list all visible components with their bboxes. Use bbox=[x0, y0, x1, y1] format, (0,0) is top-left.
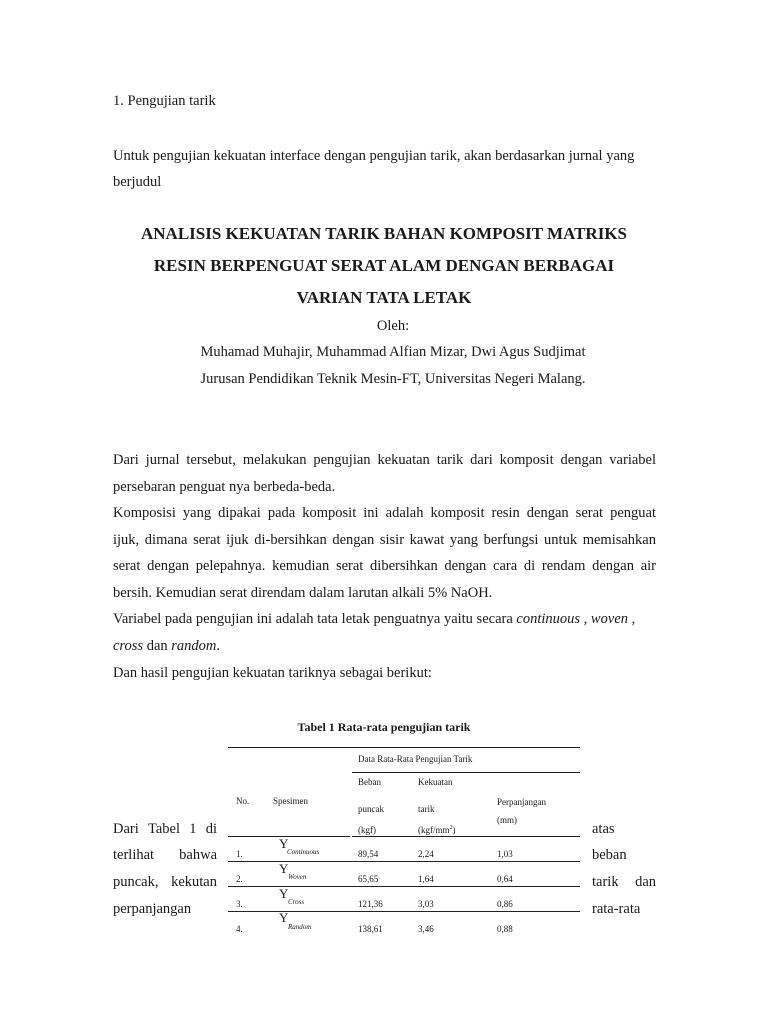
section-heading: 1. Pengujian tarik bbox=[113, 93, 216, 109]
col-header-spesimen: Spesimen bbox=[273, 796, 308, 806]
col-header-no: No. bbox=[236, 796, 250, 806]
table-row-4-y: Y bbox=[279, 910, 289, 925]
table-row-4-perpanjangan: 0,88 bbox=[497, 924, 513, 934]
wrap-left-line-3: puncak, kekutan bbox=[113, 874, 217, 890]
table-group-header: Data Rata-Rata Pengujian Tarik bbox=[358, 754, 473, 764]
wrap-right-line-4: rata-rata bbox=[592, 901, 641, 917]
table-row-3-beban: 121,36 bbox=[358, 899, 383, 909]
table-row-1-y: Y bbox=[279, 836, 289, 851]
table-row-4-spesimen: Random bbox=[288, 923, 312, 931]
table-caption: Tabel 1 Rata-rata pengujian tarik bbox=[297, 720, 471, 734]
term-continuous: continuous , bbox=[516, 611, 588, 627]
table-row-4-no: 4. bbox=[236, 924, 243, 934]
table-row-4-kekuatan: 3,46 bbox=[418, 924, 434, 934]
col-header-perpanjangan-2: (mm) bbox=[497, 815, 517, 825]
journal-authors: Muhamad Muhajir, Muhammad Alfian Mizar, Dwi Agus Sudjimat bbox=[200, 344, 586, 360]
paragraph-3-line-2 bbox=[113, 638, 220, 655]
table-row-2-kekuatan: 1,64 bbox=[418, 874, 434, 884]
term-woven: woven bbox=[590, 611, 628, 627]
table-row-2-perpanjangan: 0,64 bbox=[497, 874, 513, 884]
wrap-right-line-1: atas bbox=[592, 821, 615, 837]
paragraph-2-line-4: bersih. Kemudian serat direndam dalam larutan alkali 5% NaOH. bbox=[113, 585, 493, 601]
table-row-2-spesimen: Woven bbox=[288, 873, 307, 881]
table-row-2-no: 2. bbox=[236, 874, 243, 884]
table-row-1-beban: 89,54 bbox=[358, 849, 379, 859]
wrap-right-line-3: tarik dan bbox=[592, 874, 656, 890]
journal-affiliation: Jurusan Pendidikan Teknik Mesin-FT, Universitas Negeri Malang. bbox=[200, 371, 586, 387]
table-row-3-perpanjangan: 0,86 bbox=[497, 899, 513, 909]
paragraph-3-line-1 bbox=[113, 611, 635, 628]
wrap-left-line-4: perpanjangan bbox=[113, 901, 192, 917]
paragraph-4: Dan hasil pengujian kekuatan tariknya sebagai berikut: bbox=[113, 665, 432, 681]
table-header-rule-right bbox=[352, 836, 580, 837]
paragraph-1-line-2: persebaran penguat nya berbeda-beda. bbox=[113, 479, 336, 495]
wrap-left-line-2: terlihat bahwa bbox=[113, 847, 217, 863]
col-header-kekuatan-3: $(kgf/mm^2)$ bbox=[418, 825, 456, 835]
term-cross: cross bbox=[113, 638, 144, 654]
paragraph-1-line-1: Dari jurnal tersebut, melakukan pengujian kekuatan tarik dari komposit dengan variabel bbox=[113, 452, 656, 468]
paragraph-3-period: . bbox=[216, 638, 221, 654]
paragraph-2-line-3: serat dengan pelepahnya. kemudian serat dibersihkan dengan cara di rendam dengan air bbox=[113, 558, 656, 574]
table-row-3-spesimen: Cross bbox=[288, 898, 305, 906]
paragraph-3-comma: , bbox=[631, 611, 636, 627]
col-header-kekuatan-2: tarik bbox=[418, 804, 435, 814]
col-header-beban-1: Beban bbox=[358, 777, 381, 787]
col-header-perpanjangan-1: Perpanjangan bbox=[497, 797, 546, 807]
col-header-kekuatan-1: Kekuatan bbox=[418, 777, 453, 787]
journal-title-line-1: ANALISIS KEKUATAN TARIK BAHAN KOMPOSIT MATRIKS bbox=[141, 224, 627, 243]
table-row-3-no: 3. bbox=[236, 899, 243, 909]
table-row-2-y: Y bbox=[279, 861, 289, 876]
intro-line-1: Untuk pengujian kekuatan interface dengan pengujian tarik, akan berdasarkan jurnal yang bbox=[113, 148, 635, 164]
col-header-beban-2: puncak bbox=[358, 804, 384, 814]
table-row-4-beban: 138,61 bbox=[358, 924, 383, 934]
table-header-rule-left bbox=[228, 836, 350, 837]
table-row-1-kekuatan: 2,24 bbox=[418, 849, 434, 859]
table-row-1-no: 1. bbox=[236, 849, 243, 859]
paragraph-3-dan: dan bbox=[146, 638, 168, 654]
table-group-rule bbox=[352, 772, 580, 773]
wrap-left-line-1: Dari Tabel 1 di bbox=[113, 821, 217, 837]
journal-title-line-3: VARIAN TATA LETAK bbox=[296, 288, 472, 307]
term-random: random bbox=[171, 638, 217, 654]
table-row-1-spesimen: Continuous bbox=[287, 848, 320, 856]
intro-line-2: berjudul bbox=[113, 174, 162, 190]
journal-by-label: Oleh: bbox=[376, 318, 410, 334]
table-top-rule bbox=[228, 747, 580, 748]
wrap-right-line-2: beban bbox=[592, 847, 627, 863]
paragraph-3-prefix: Variabel pada pengujian ini adalah tata letak penguatnya yaitu secara bbox=[113, 611, 517, 627]
table-row-3-y: Y bbox=[279, 886, 289, 901]
paragraph-2-line-2: ijuk, dimana serat ijuk di-bersihkan dengan sisir kawat yang berfungsi untuk memisahkan bbox=[113, 532, 656, 548]
table-row-2-beban: 65,65 bbox=[358, 874, 379, 884]
col-header-beban-3: (kgf) bbox=[358, 825, 376, 835]
table-row-1-perpanjangan: 1,03 bbox=[497, 849, 513, 859]
journal-title-line-2: RESIN BERPENGUAT SERAT ALAM DENGAN BERBAGAI bbox=[153, 256, 615, 275]
paragraph-2-line-1: Komposisi yang dipakai pada komposit ini adalah komposit resin dengan serat penguat bbox=[113, 505, 656, 521]
table-row-3-kekuatan: 3,03 bbox=[418, 899, 434, 909]
